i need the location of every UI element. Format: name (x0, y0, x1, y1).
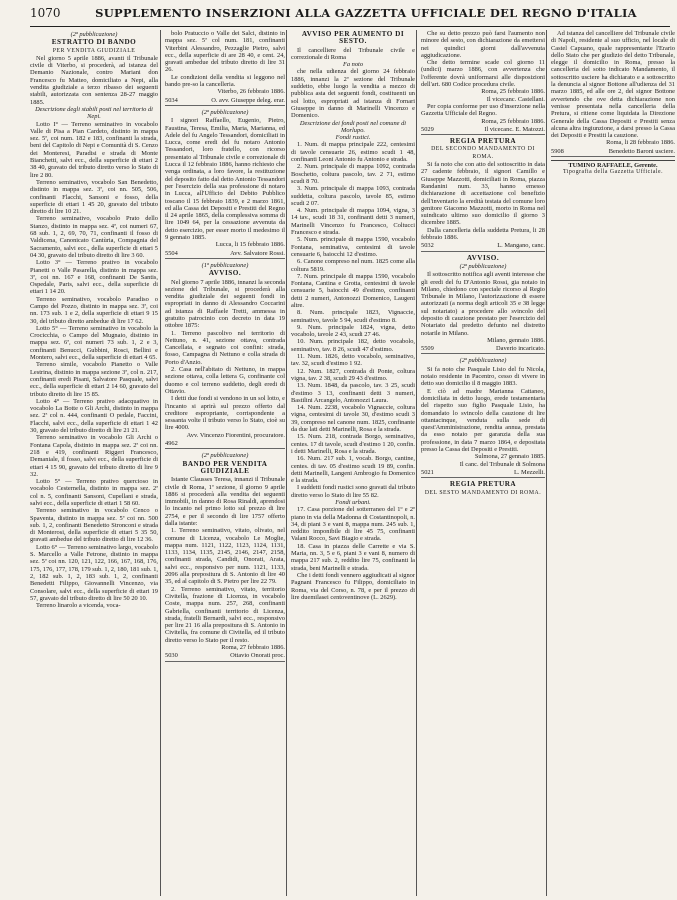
notice-footer (165, 250, 285, 259)
notice-paragraph: Dalla cancelleria della suddetta Pretura, li 28 febbraio 1886. (421, 226, 545, 242)
notice-paragraph: Che su detto prezzo può farsi l'aumento non minore del sesto, con dichiarazione da emettersi nei quindici giorni dall'avvenuta aggiudicazione. (421, 30, 545, 59)
column-3 (286, 30, 415, 896)
document-number: 5034 (165, 96, 178, 104)
list-item: I suddetti fondi rustici sono gravati dal tributo diretto verso lo Stato di lire 55 82. (291, 484, 415, 499)
notice-subheading: PER VENDITA GIUDIZIALE (52, 47, 136, 54)
list-item: 8. Num. principale 1823, Vignaccie, seminativo, tavole 5 94, scudi d'estimo 8. (291, 309, 415, 324)
description-heading: Descrizione dei fondi posti nel comune di Morlupo. (299, 119, 407, 134)
notice-subheading: DEL SECONDO MANDAMENTO DI ROMA. (431, 146, 535, 160)
description-heading: Descrizione degli stabili posti nel territorio di Nepi. (35, 105, 153, 121)
list-item: 10. Num. principale 182, detto vocabolo, seminativo, tav. 8 26, scudi 47 d'estimo. (291, 338, 415, 353)
notice-paragraph: 1. Terreno pascolivo nel territorio di Nettuno, n. 41, sezione ottava, contrada Cancellata, e segnato coi confini: strada, fosso, Campagna di Nettuno e colla strada di Porto d'Anzio. (165, 329, 285, 366)
document-number: 4962 (165, 440, 178, 448)
list-item: 12. Num. 1827, contrada di Ponte, coltura vigna, tav. 2 38, scudi 29 43 d'estimo. (291, 367, 415, 382)
publication-note: (2ª pubblicazione) (201, 452, 249, 460)
document-number: 5030 (165, 652, 178, 660)
notice-paragraph: Il sottoscritto notifica agli aventi interesse che gli eredi del fu D'Antonio Rossi, gia notaio in Milano, chiedono con speciale ricorso al Regio Tribunale in Milano, l'autorizzazione di essere autorizzati (a norma degli articoli 35 e 38 legge sul notariato) a procedere allo svincolo del deposito di cauzione prestato per l'esercizio del Notariato dal predetto defunto nel distretto notarile in Milano. (421, 271, 545, 337)
notice-paragraph: 1. Terreno seminativo, vitato, olivato, nel comune di Licenza, vocabolo Le Moglie, mappa num. 1121, 1122, 1123, 1124, 1131, 1133, 1134, 1135, 2145, 2146, 2147, 2158, confinanti strada, Candidi, Onorati, Arata, salvi ecc., responsivo per num. 1121, 1133, 2096 alla prepositura di S. Antonio di lire 40 35, ed al capitolo di S. Pietro per lire 22 79. (165, 527, 285, 586)
columns (30, 30, 675, 896)
notice-date: Roma, 27 febbraio 1886. (221, 644, 285, 652)
lot-paragraph: Terreno simile, vocabolo Pianetto o Valle Lestrina, distinto in mappa sezione 3ª, col n. 217, confinanti eredi Pisani, Salvatore Pasquale, salvi ecc., della superficie di ettari 2 14 60, gravato del tributo diretto di lire 15 85. (30, 361, 158, 398)
page-header (30, 6, 670, 27)
notice-footer (165, 652, 285, 661)
notice-paragraph: che nella udienza del giorno 24 febbraio 1886, innanzi la 2ª sezione del Tribunale suddetto, ebbe luogo la vendita a mezzo di pubblica asta dei seguenti fondi, costituenti un sol lotto, espropriati ad istanza di Fornari Giuseppe in danno di Marinelli Vincenzo e Domenico. (291, 68, 415, 120)
printer-imprint: Tipografia della Gazzetta Ufficiale. (562, 169, 664, 176)
document-number: 5021 (421, 468, 434, 476)
notice-date: Sulmona, 27 gennaio 1885. (474, 453, 545, 461)
notice-paragraph: Nel giorno 7 aprile 1886, innanzi la seconda sezione del Tribunale, si procederà alla vendita giudiziale dei seguenti fondi in espropriati in danno di Alessandro Coccarini ad istanza di Raffaele Tretti, ammessa in gratuito patrocinio con decreto in data 19 ottobre 1875: (165, 278, 285, 330)
notice-paragraph: bolo Pratuccio o Valle dei Salci, distinto in mappa sez. 5ª col num. 181, confinanti Viterbini Alessandro, Pezzaglie Pietro, salvi ecc., della superficie di are 28 40, e cent. 24, gravati ambedue del tributo diretto di lire 31 26. (165, 30, 285, 74)
notice-heading: BANDO PER VENDITA GIUDIZIALE (182, 459, 268, 475)
document-number: 5908 (551, 147, 564, 155)
notice-paragraph: E ciò ad madre Marianna Cattaneo, domiciliata in detto luogo, erede testamentaria del rispetto suo figlio Pasquale Lisio, ha domandato lo svincolo della cauzione di lire ottantacinque, venduta sulla sede di quest'Amministrazione, rendita annua, prestata da esso notaio per garanzia della sua professione, in data 7 marzo 1864, e depositata presso la Cassa dei Depositi e Prestiti. (421, 387, 545, 454)
notice-paragraph: I detti due fondi si vendono in un sol lotto, e l'incanto si aprirà sul prezzo offerto dal creditore espropriante, corrispondente a sessanta volte il tributo verso lo Stato, cioè su lire 4000. (165, 395, 285, 432)
lot-paragraph: Terreno seminativo in vocabolo Cenco o Spaventa, distinto in mappa sez. 5ª coi nn. 500 sub. 1, 2, confinanti Benedetto Stronconi e strada di Monterosi, della superficie di ettari 5 35 50, gravati ambedue del tributo diretto di lire 12 36. (30, 507, 158, 544)
lot-paragraph: Terreno seminativo, vocabolo Prato dello Stanzo, distinto in mappa sez. 4ª, coi numeri 67, 68 sub. 1, 2, 69, 70, 71, confinanti il fosso di Valdicena, Canonicato Cantùria, Compagnia del Sacramento, salvi ecc., della superficie di ettari 5 04 30, gravato del tributo diretto di lire 3 60. (30, 215, 158, 259)
signature: Il canc. del Tribunale di Solmona (459, 460, 545, 468)
notice-footer (421, 126, 545, 135)
list-item: 11. Num. 1826, detto vocabolo, seminativo, tav. 32, scudi d'estimo 1 92. (291, 353, 415, 368)
list-item: 7. Num. principale di mappa 1590, vocabolo Fontana, Cantina e Grotta, centesimi di tavole censuarie 5, baiocchi 49 d'estimo, confinanti detti 2 numeri, Antonozzi Domenico, Laugeni altre. (291, 272, 415, 309)
signature: Il vicecanc. E. Matozzi. (484, 125, 545, 133)
list-item: Che i detti fondi vennero aggiudicati al signor Pagnani Francesco fu Filippo, domiciliato in Roma, via del Corso, n. 78, e per il prezzo di lire duemilasei centoventinove (L. 2629). (291, 571, 415, 601)
notice-date: Roma, 25 febbraio 1886. (481, 117, 545, 125)
signature: Benedetto Baroni usciere. (608, 147, 675, 155)
notice-subheading: DEL SESTO MANDAMENTO DI ROMA. (424, 489, 542, 496)
notice-paragraph: Il cancelliere del Tribunale civile e correzionale di Roma (291, 46, 415, 61)
lot-paragraph: Lotto 3° — Terreno prativo in vocabolo Pianetti o Valle Pasarella, distinto in mappa sez. 3ª, coi nn. 167 e 168, confinanti De Santis, Ospedale, Paris, salvi ecc., della superficie di ettari 1 14 20. (30, 259, 158, 296)
notice-paragraph: Si fa noto che con atto del sottoscritto in data 27 cadente febbraio, il signori Camillo e Giuseppe Mazzotti, domiciliati in Roma, piazza Randanini num. 33, hanno emesso dichiarazione di accettazione col benefizio dell'inventario la eredità testata del comune loro genitore Giacomo Mazzotti, morto in Roma nel suindicato ultimo suo domicilio il giorno 3 dicembre 1885. (421, 161, 545, 227)
document-number: 5029 (421, 125, 434, 133)
publication-note: (1ª pubblicazione) (201, 261, 249, 269)
publication-note: (2ª pubblicazione) (459, 262, 507, 270)
column-5 (546, 30, 675, 896)
notice-footer (551, 148, 675, 157)
notice-heading: REGIA PRETURA (449, 480, 517, 489)
list-item: 15. Num. 218, contrada Borgo, seminativo, centes. 17 di tavole, scudi d'estimo 1 20, confin. i detti Marinelli, Rosa e la strada. (291, 433, 415, 455)
notice-footer (165, 440, 285, 449)
notice-paragraph: Le condizioni della vendita si leggono nel bando pre-so la cancelleria. (165, 73, 285, 89)
lot-paragraph: Lotto 6° — Terreno seminativo largo, vocabolo S. Marcello a Valle Fetrone, distinto in mappa sez. 5ª coi nn. 120, 121, 122, 166, 167, 168, 176, 175, 176, 177, 178, 179 sub. 1, 2, 180, 181 sub. 1, 2, 182 sub. 1, 2, 183 sub. 1, 2, confinanti Benedetti Filippo, Giovannelli Vincenzo, via Consolare, salvi ecc., della superficie di ettari 19 57, gravato del tributo diretto di lire 50 20 10. (30, 543, 158, 602)
list-item: 14. Num. 2238, vocabolo Vignaccie, coltura vigna, centesimi di tavole 30, d'estimo scudi 3 39, compreso nel canone num. 1825, confinante da due lati detti Marinelli, Rosa e la strada. (291, 404, 415, 434)
notice-paragraph: I signori Raffaello, Eugenio, Pietro, Faustina, Teresa, Emilia, Maria, Marianna, ed Adele del fu Angelo Tessandori, domiciliati in Lucca, come eredi del fu notaro Antonio Tessandori, loro fratello, con ricorso presentato al Tribunale civile e correzionale di Lucca il 12 febbraio 1886, hanno richiesto che venga ordinata, a loro favore, la restituzione del deposito fatto dal detto Antonio Tessandori per l'esercizio della sua professione di notaro in Lucca, all'Ufficio del Debito Pubblico toscano il 15 febbraio 1839, e 2 marzo 1861, ed alla Cassa dei Depositi e Prestiti del Regno il 24 aprile 1865, della complessiva somma di lire 1049 64, per la cessazione avvenuta da detto esercizio, per esser morto il medesimo il 9 gennaio 1885. (165, 117, 285, 242)
publication-note: (2ª pubblicazione) (459, 357, 507, 365)
notice-footer (421, 345, 545, 354)
notice-paragraph: Si fa noto che Pasquale Lisio del fu Nicola, notaio residente in Pacentro, cesso di vivere in detto suo domicilio il 8 maggio 1883. (421, 365, 545, 388)
lot-paragraph: Terreno seminativo in vocabolo Gli Archi o Fontana Capola, distinto in mappa sez. 2ª coi nn. 218 e 419, confinanti Riggeri Francesco, Demaniale, il fosso, salvi ecc., della superficie di ettari 4 15 90, gravato del tributo diretto di lire 9 32. (30, 434, 158, 478)
notice-heading: ESTRATTO DI BANDO (51, 38, 137, 47)
notice-paragraph: Nel giorno 5 aprile 1886, avanti il Tribunale civile di Viterbo, si procederà, ad istanza del Demanio Nazionale, contro Mariani don Francesco fu Matteo, domiciliato a Nepi, alla vendita giudiziale a terzo ribasso dei seguenti stabili, autorizzata con sentenza 28-27 maggio 1885. (30, 54, 158, 106)
signature: Daverio incaricato. (496, 345, 545, 353)
list-item: 6. Canone compreso nel num. 1825 come alla coltura 5819. (291, 258, 415, 273)
column-1 (30, 30, 158, 896)
notice-paragraph: Istante Clausses Teresa, innanzi il Tribunale civile di Roma, 1ª sezione, il giorno 9 aprile 1886 si procederà alla vendita dei seguenti immobili, in danno di Rosa Rinaldi, aprendosi lo incanto nel primo lotto sul prezzo di lire 2754, e per il secondo di lire 1757 offerto dalla istante: (165, 476, 285, 527)
signature: Il vicecanc. Castellani. (486, 95, 545, 103)
signature: Ottavio Onorati proc. (230, 652, 285, 660)
lot-paragraph: Lotto 4° — Terreno prativo adacquativo in vocabolo La Botte o Gli Archi, distinto in mappa sez. 2ª col n. 444, confinanti O pedale, Faccini, Flacchi, salvi ecc., della superficie di ettari 1 42 30, gravato del tributo diretto di lire 21 21. (30, 397, 158, 435)
publication-note: (2ª pubblicazione) (201, 108, 249, 116)
publisher-manager: TUMINO RAFFAELE, Gerente. (551, 160, 675, 169)
list-item: 9. Num. principale 1824, vigna, detto vocabolo, tavole 2 43, scudi 27 46. (291, 323, 415, 339)
lot-paragraph: Terreno seminativo, vocabolo San Benedetto, distinto in mappa sez. 3ª, coi nn. 505, 506, confinanti Flacchi, Sansoni e fosso, della superficie di ettari 1 45 20, gravato del tributo diretto di lire 10 21. (30, 178, 158, 216)
list-item: 3. Num. principale di mappa 1093, contrada suddetta, coltura pascolo, tavole 85, estimo scudi 2 07. (291, 185, 415, 207)
notice-date: Milano, gennaio 1886. (487, 336, 545, 344)
signature: L. Mezzelli. (513, 468, 545, 476)
notice-heading: AVVISO. (208, 269, 242, 278)
list-item: 16. Num. 217 sub. 1, vocab. Borgo, cantine, centes. di tav. 05 d'estimo scudi 19 89, confin. detti Marinelli, Langeni Ambrogio fu Domenico e la strada. (291, 455, 415, 485)
page-title: SUPPLEMENTO INSERZIONI ALLA GAZZETTA UFFICIALE DEL REGNO D'ITALIA (95, 6, 637, 20)
document-number: 5509 (421, 345, 434, 353)
notice-footer (421, 469, 545, 478)
notice-date: Roma, li 28 febbraio 1886. (606, 139, 675, 147)
lot-paragraph: Lotto I° — Terreno seminativo in vocabolo Valle di Pisa a Pian Cardeto, distinto in mappa sez. 5ª, coi num. 182 e 183, confinanti la strada, beni del Capitolo di Nepi e Comunità di S. Cenzo dei Monteresi, Paradisi e strada di Monte Bianchetti, salvi ecc., della superficie di ettari 2 38 40, gravato del tributo diretto verso lo Stato di lire 2 80. (30, 120, 158, 179)
list-item: 18. Casa in piazza delle Carrette e via S. Maria, nn. 3, 5 e 6, piani 3 e vani 8, numero di mappa 217 sub. 2, reddito lire 75, confinanti la strada, beni Marinelli e strada. (291, 542, 415, 572)
list-item: 17. Casa porzione del sotterraneo del 1º e 2º piano in via della Madonna di Costantinopoli, n. 34, di piani 3 e vani 8, mappa num. 245 sub. 1, reddito imponibile di lire 45 75, confinanti Valani Rocco, Savi Biagio e strada. (291, 506, 415, 543)
notice-paragraph: Che detto termine scade col giorno 11 (undici) marzo 1886, con avvertenza che l'offerente dovrà uniformarsi alle disposizioni dell'art. 680 Codice procedura civile. (421, 59, 545, 89)
signature: O. avv. Giuseppe deleg. erar. (211, 96, 285, 104)
notice-paragraph: 2. Casa nell'abitato di Nettuno, in mappa sezione ottava, colla lettera G, confinante col duomo e col terreno suddetto, degli eredi di Ottavio. (165, 366, 285, 395)
notice-footer (421, 242, 545, 251)
notice-subheading: Fa noto (342, 61, 364, 69)
list-item: 13. Num. 1848, da pascolo, tav. 3 25, scudi d'estimo 3 13, confinanti detti 3 numeri, Bastilini Arcangelo, Antonozzi Laura. (291, 382, 415, 404)
page-number: 1070 (30, 6, 61, 20)
document-number: 5032 (421, 242, 434, 250)
list-item: 1. Num. di mappa principale 222, centesimi di tavole censuarie 26, estimo scudi 1 48, confinanti Leoni Antonio fu Antonio e strada. (291, 141, 415, 164)
section-heading: Fondi urbani. (335, 499, 371, 506)
publication-note: (2ª pubblicazione) (70, 31, 118, 38)
newspaper-page (30, 6, 675, 896)
list-item: 4. Num. principale di mappa 1094, vigna, 3 14 tav., scudi 18 31, confinanti detti 3 numeri, Marinelli Vincenzo fu Francesco, Coltucci Francesco e strada. (291, 207, 415, 237)
lot-paragraph: Terreno seminativo, vocabolo Paradiso o Campo del Pozzo, distinto in mappa sez. 3ª, coi nn. 173 sub. 1 e 2, della superficie di ettari 9 15 30, del tributo diretto ambedue di lire 17 62. (30, 295, 158, 325)
notice-paragraph: 2. Terreno seminativo, vitato, territorio Civitella, frazione di Licenza, in vocabolo Coste, mappa num. 257, 268, confinanti Gabriella, confinanti territorio di Licenza, strada, fratelli Bernardi, salvi ecc., responsivo per lire 21 16 alla prepositura di S. Antonio in Civitella, fra comune di Civitella, ed il tributo diretto verso lo Stato per il resto. (165, 585, 285, 644)
signature: Avv. Salvatore Rossi. (230, 249, 285, 257)
notice-heading: REGIA PRETURA (449, 137, 517, 146)
notice-footer (165, 97, 285, 106)
lot-paragraph: Terreno linarolo a vicenda, voca- (36, 602, 121, 610)
notice-date: Lucca, li 15 febbraio 1886. (215, 241, 285, 249)
document-number: 5504 (165, 249, 178, 257)
notice-heading: AVVISO PER AUMENTO DI SESTO. (301, 30, 405, 46)
list-item: 5. Num. principale di mappa 1590, vocabolo Fontana, seminativa, centesimi di tavole censuarie 6, baiocchi 12 d'estimo. (291, 236, 415, 258)
notice-paragraph: Per copia conforme per uso d'inserzione nella Gazzetta Ufficiale del Regno. (421, 102, 545, 118)
lot-paragraph: Lotto 5° — Terreno seminativo in vocabolo la Crocicchia, o Campo del Mugnaio, distinto in mappa sez. 6ª, coi numeri 73 sub. 1, 2 e 3, confinanti Benucci, Gubbini, Rosci, Bellini e Montero, salvi ecc., della superficie di ettari 4 65. (30, 324, 158, 362)
notice-date: Roma, 25 febbraio 1886. (481, 88, 545, 96)
column-4 (416, 30, 545, 896)
signature: L. Mangano, canc. (497, 242, 545, 250)
list-item: 2. Num. principale di mappa 1092, contrada Boschetto, coltura pascolo, tav. 2 71, estimo scudi 8 70. (291, 163, 415, 185)
section-heading: Fondi rustici. (335, 134, 371, 142)
column-2 (160, 30, 285, 896)
notice-date: Viterbo, 26 febbraio 1886. (217, 88, 285, 96)
notice-paragraph: Ad istanza del cancelliere del Tribunale civile di Napoli, residente al suo ufficio, nel locale di Castel Capuano, quale rappresentante l'Erario dello Stato che per giudizio del detto Tribunale, elegge il domicilio in Roma, presso la cancelleria del sotto indicato Mandamento, il sottoscritto usciere ha dichiarato e a sottoscritto la denuncia al signor Bottone all'udienza del 31 marzo 1885, ed alle ore 2, del signor Bottone avvertendo che ove detta dichiarazione non venisse presentata nella cancelleria della Pretura, si ritiene come liquidata la Direzione Generale della Cassa Depositi e Prestiti senza alcuna altra ingiunzione, a darsi presso la Cassa dei Depositi e Prestiti la cauzione. (551, 30, 675, 140)
signature: Avv. Vincenzo Fiorentini, procuratore. (186, 431, 285, 439)
notice-heading: AVVISO. (466, 253, 500, 262)
lot-paragraph: Lotto 5° — Terreno prativo quercioso in vocabolo Cesternella, distinto in mappa sez. 2ª col n. 5, confinanti Sansoni, Cupellani e strada, salvi ecc., della superficie di ettari 1 58 60. (30, 478, 158, 507)
